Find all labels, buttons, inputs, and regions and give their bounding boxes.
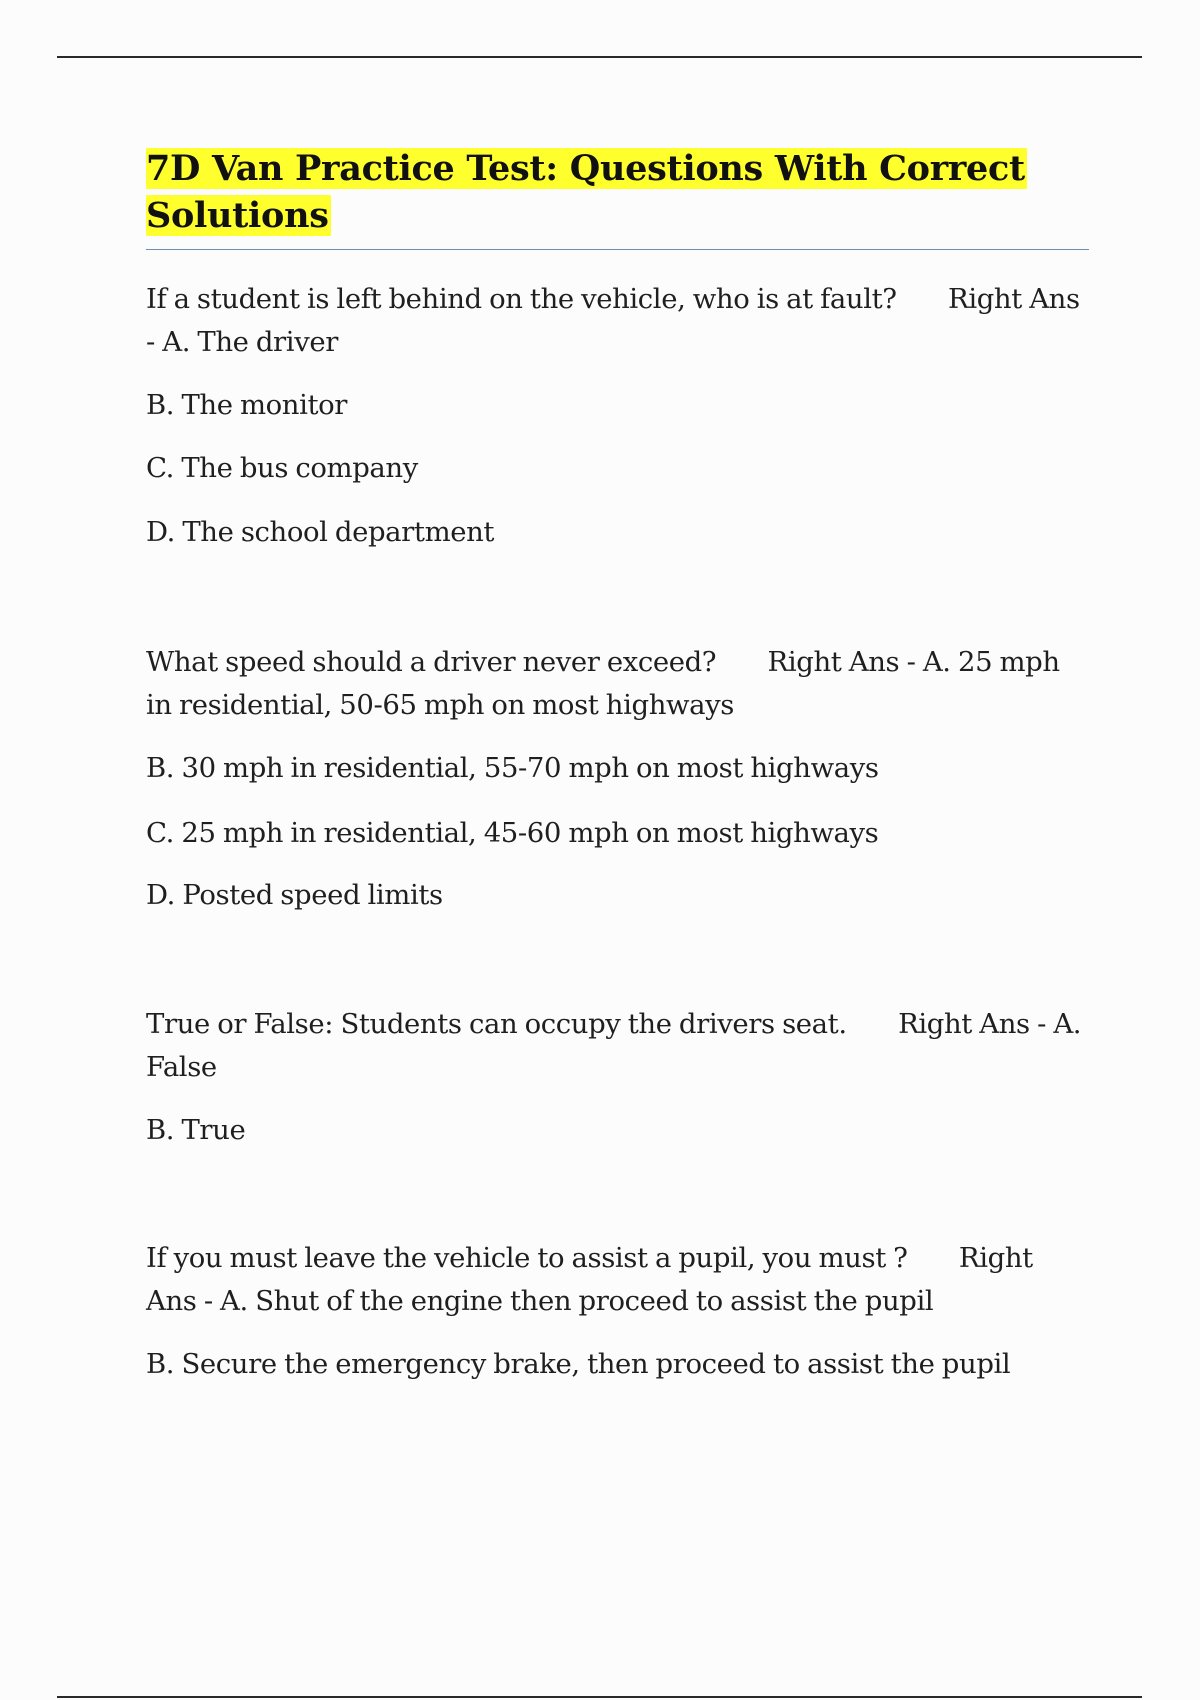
document-title-block	[146, 145, 1090, 239]
question-3-prompt: True or False: Students can occupy the drivers seat.	[146, 1008, 847, 1040]
question-4-answer-label: Right Ans	[146, 1242, 1041, 1317]
question-3-option-a: - A. False	[146, 1008, 1089, 1083]
title-line-1: 7D Van Practice Test: Questions With Correct	[146, 148, 1025, 189]
question-4-option-b: B. Secure the emergency brake, then proceed to assist the pupil	[146, 1348, 1011, 1380]
question-3-option-b: B. True	[146, 1114, 246, 1146]
question-block-3	[146, 1003, 1090, 1152]
title-line-2: Solutions	[146, 195, 329, 236]
page-title	[146, 145, 1090, 239]
question-3-answer-label: Right Ans	[898, 1008, 1030, 1040]
header-rule	[57, 56, 1142, 58]
question-block-2	[146, 641, 1090, 917]
question-2-option-c: C. 25 mph in residential, 45-60 mph on most highways	[146, 817, 879, 849]
question-2-answer-label: Right Ans	[767, 646, 900, 678]
title-underline	[146, 249, 1089, 250]
question-1-option-b: B. The monitor	[146, 389, 348, 421]
question-1-option-d: D. The school department	[146, 516, 495, 548]
footer-rule	[57, 1696, 1142, 1698]
question-1-prompt: If a student is left behind on the vehicle, who is at fault?	[146, 283, 897, 315]
question-2-option-d: D. Posted speed limits	[146, 879, 443, 911]
question-3-text	[146, 1003, 1090, 1089]
question-2-option-b: B. 30 mph in residential, 55-70 mph on most highways	[146, 752, 879, 784]
question-2-prompt: What speed should a driver never exceed?	[146, 646, 717, 678]
question-4-text	[146, 1237, 1090, 1323]
question-2-option-a: - A. 25 mph in residential, 50-65 mph on most highways	[146, 646, 1068, 721]
question-1-answer-label: Right Ans	[948, 283, 1080, 315]
question-4-prompt: If you must leave the vehicle to assist a pupil, you must ?	[146, 1242, 908, 1274]
question-1-option-a: - A. The driver	[146, 326, 338, 358]
question-1-text	[146, 278, 1090, 364]
question-4-option-a: - A. Shut of the engine then proceed to assist the pupil	[203, 1285, 934, 1317]
question-1-option-c: C. The bus company	[146, 452, 418, 484]
question-2-text	[146, 641, 1090, 727]
question-block-4	[146, 1237, 1090, 1386]
question-block-1	[146, 278, 1090, 554]
